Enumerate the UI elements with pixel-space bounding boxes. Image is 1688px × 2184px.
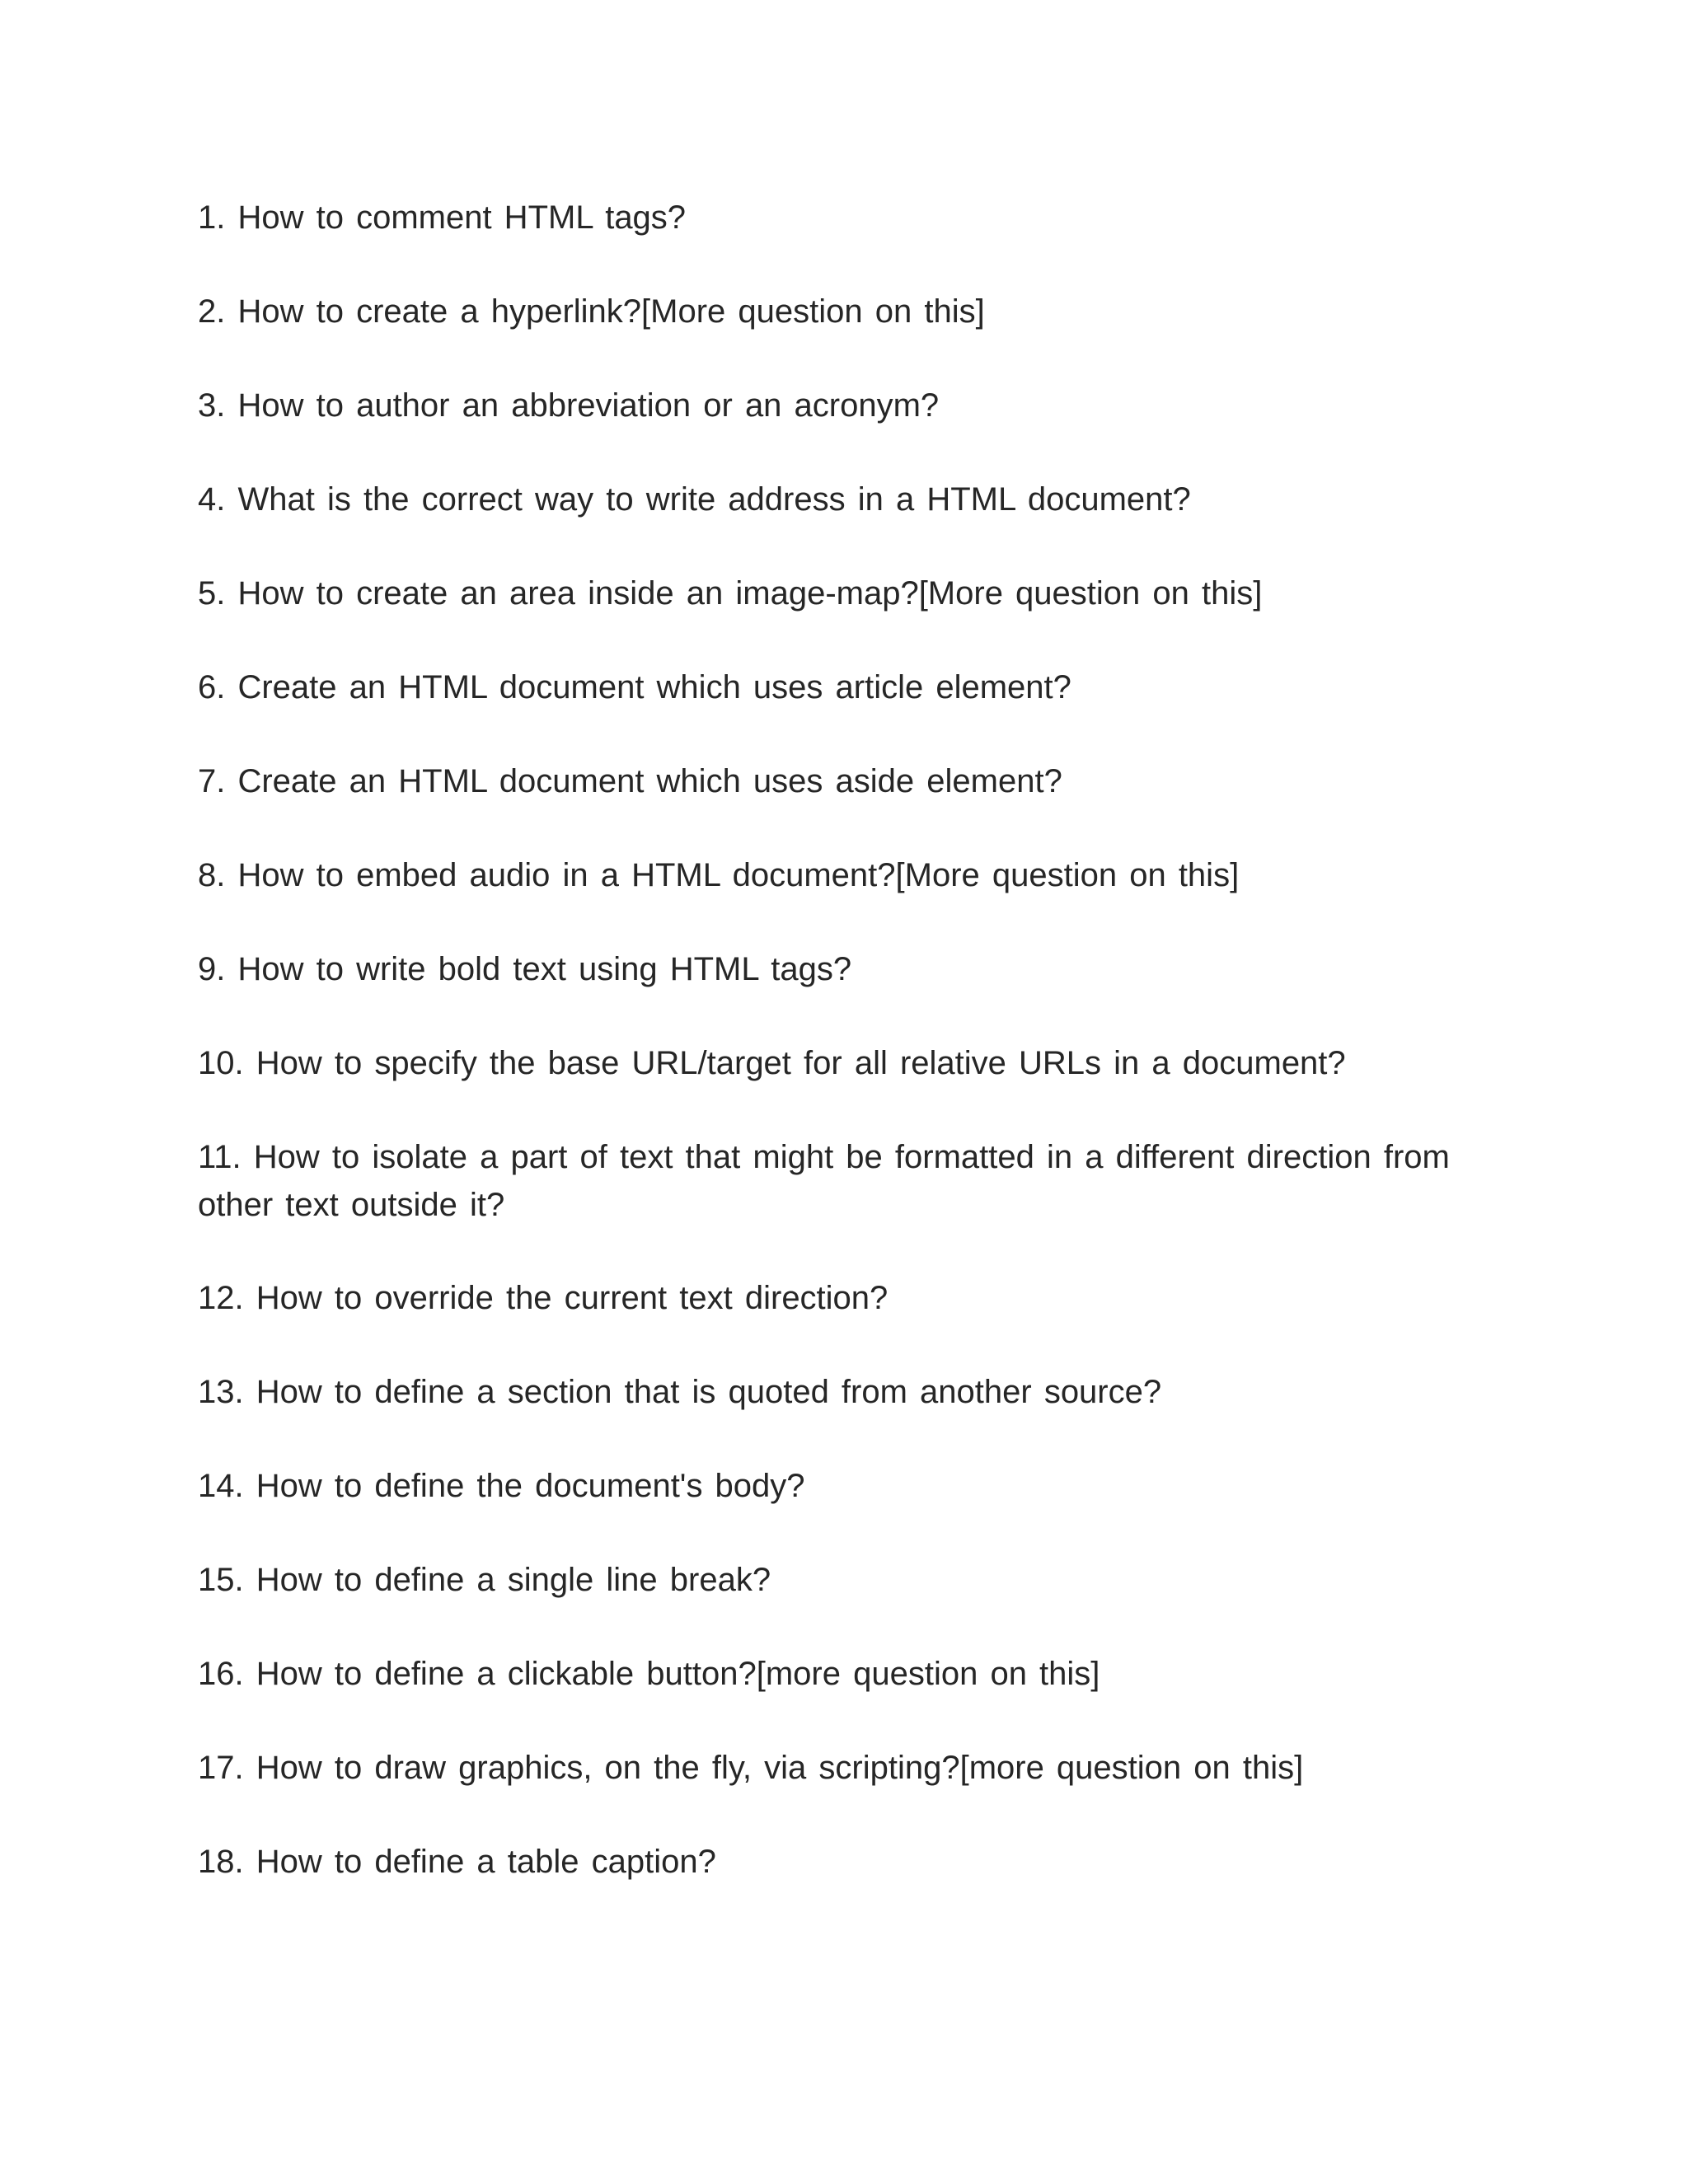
question-list <box>198 194 1484 1932</box>
question-item: 6. Create an HTML document which uses article element? <box>198 669 1071 705</box>
question-item: 13. How to define a section that is quoted from another source? <box>198 1374 1162 1410</box>
question-item: 15. How to define a single line break? <box>198 1562 771 1598</box>
question-item: 8. How to embed audio in a HTML document?[More question on this] <box>198 857 1240 893</box>
question-item: 1. How to comment HTML tags? <box>198 199 687 236</box>
question-item: 12. How to override the current text direction? <box>198 1280 889 1316</box>
question-item: 14. How to define the document's body? <box>198 1468 805 1504</box>
question-item: 7. Create an HTML document which uses aside element? <box>198 763 1062 799</box>
question-item: 3. How to author an abbreviation or an acronym? <box>198 387 940 424</box>
question-item: 4. What is the correct way to write address in a HTML document? <box>198 481 1191 518</box>
question-item: 16. How to define a clickable button?[more question on this] <box>198 1656 1100 1692</box>
question-item: 10. How to specify the base URL/target for all relative URLs in a document? <box>198 1045 1346 1081</box>
question-item: 5. How to create an area inside an image-map?[More question on this] <box>198 575 1263 612</box>
question-item: 11. How to isolate a part of text that might be formatted in a different direction from other text outside it? <box>198 1139 1450 1223</box>
question-item: 17. How to draw graphics, on the fly, via scripting?[more question on this] <box>198 1750 1304 1786</box>
question-item: 18. How to define a table caption? <box>198 1844 716 1880</box>
question-item: 2. How to create a hyperlink?[More question on this] <box>198 293 985 330</box>
question-item: 9. How to write bold text using HTML tags? <box>198 951 852 987</box>
